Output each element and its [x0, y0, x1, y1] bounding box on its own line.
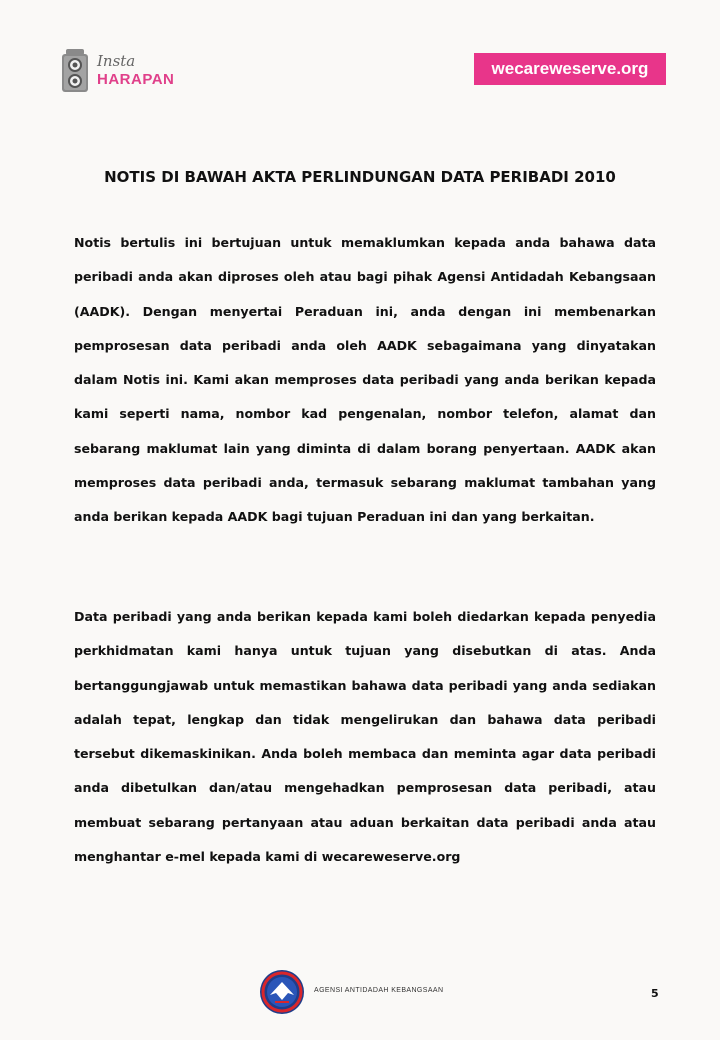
document-title: NOTIS DI BAWAH AKTA PERLINDUNGAN DATA PERIBADI 2010	[104, 168, 616, 186]
logo-text-harapan: HARAPAN	[97, 71, 175, 88]
camera-icon	[60, 48, 90, 94]
logo-text-insta: Insta	[97, 52, 136, 70]
page-header	[0, 0, 720, 110]
page-number: 5	[651, 987, 659, 1000]
page-footer	[0, 968, 720, 1018]
paragraph-2: Data peribadi yang anda berikan kepada kami boleh diedarkan kepada penyedia perkhidmatan kami hanya untuk tujuan yang disebutkan di atas. Anda bertanggungjawab untuk memastikan bahawa data peribadi yang anda sediakan adalah tepat, lengkap dan tidak mengelirukan dan bahawa data peribadi tersebut dikemaskinikan. Anda boleh membaca dan meminta agar data peribadi anda dibetulkan dan/atau mengehadkan pemprosesan data peribadi, atau membuat sebarang pertanyaan atau aduan berkaitan data peribadi anda atau menghantar e-mel kepada kami di wecareweserve.org	[74, 609, 656, 865]
paragraph-1: Notis bertulis ini bertujuan untuk memaklumkan kepada anda bahawa data peribadi anda akan diproses oleh atau bagi pihak Agensi Antidadah Kebangsaan (AADK). Dengan menyertai Peraduan ini, anda dengan ini membenarkan pemprosesan data peribadi anda oleh AADK sebagaimana yang dinyatakan dalam Notis ini. Kami akan memproses data peribadi yang anda berikan kepada kami seperti nama, nombor kad pengenalan, nombor telefon, alamat dan sebarang maklumat lain yang diminta di dalam borang penyertaan. AADK akan memproses data peribadi anda, termasuk sebarang maklumat tambahan yang anda berikan kepada AADK bagi tujuan Peraduan ini dan yang berkaitan.	[74, 235, 656, 525]
agency-emblem-icon	[258, 968, 306, 1016]
insta-harapan-logo	[60, 48, 180, 98]
agency-name: AGENSI ANTIDADAH KEBANGSAAN	[314, 987, 444, 994]
website-badge: wecareweserve.org	[474, 53, 666, 85]
